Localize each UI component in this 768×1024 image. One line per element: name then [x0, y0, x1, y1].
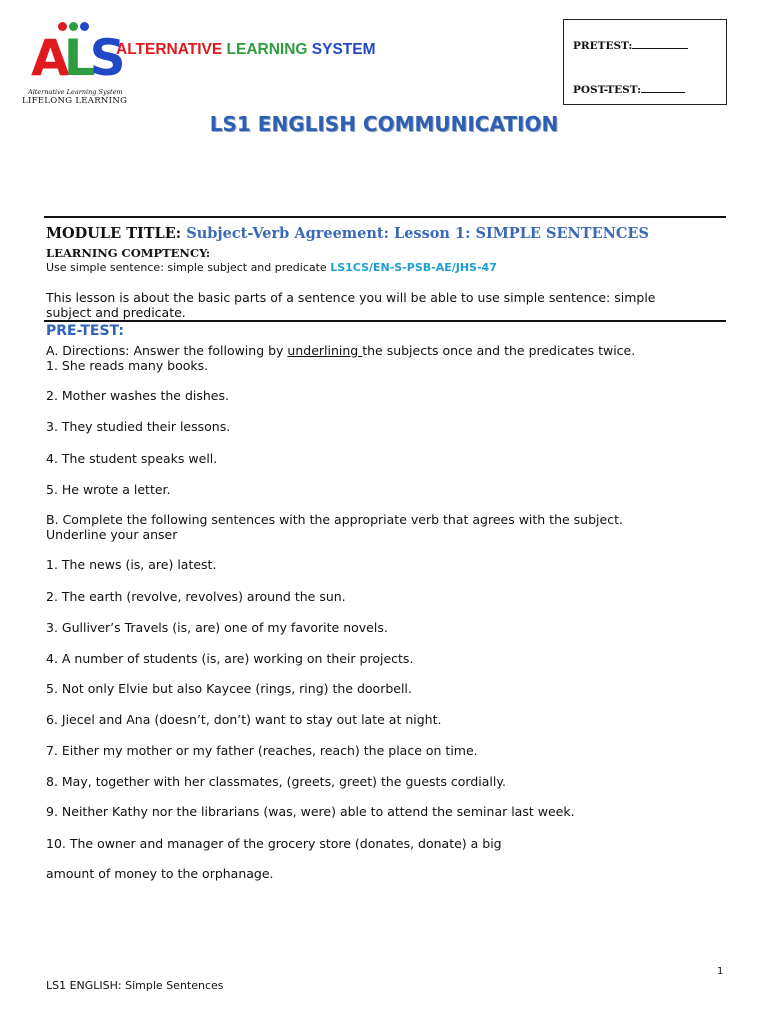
page-number: 1: [717, 966, 724, 977]
test-score-box: [563, 19, 727, 105]
posttest-label: POST-TEST:: [573, 84, 642, 96]
module-top-rule: [44, 216, 726, 218]
part-b-item-continuation: amount of money to the orphanage.: [46, 866, 274, 881]
part-b-item: 6. Jiecel and Ana (doesn’t, don’t) want to stay out late at night.: [46, 712, 442, 727]
part-b-item: 1. The news (is, are) latest.: [46, 557, 217, 572]
part-b-item: 9. Neither Kathy nor the librarians (was, were) able to attend the seminar last week.: [46, 804, 575, 819]
part-b-directions-line-2: Underline your anser: [46, 527, 178, 542]
part-b-item: 3. Gulliver’s Travels (is, are) one of my favorite novels.: [46, 620, 388, 635]
part-b-item: 5. Not only Elvie but also Kaycee (rings, ring) the doorbell.: [46, 681, 412, 696]
organization-name: [116, 41, 376, 59]
part-a-directions-start: A. Directions: Answer the following by: [46, 343, 288, 358]
org-word-learning: LEARNING: [226, 41, 308, 58]
competency-code: LS1CS/EN-S-PSB-AE/JHS-47: [330, 261, 497, 274]
org-word-alternative: ALTERNATIVE: [116, 41, 223, 58]
part-b-item: 7. Either my mother or my father (reaches, reach) the place on time.: [46, 743, 478, 758]
intro-line-2: subject and predicate.: [46, 305, 186, 320]
pretest-blank[interactable]: [632, 38, 688, 49]
part-b-item: 4. A number of students (is, are) working on their projects.: [46, 651, 414, 666]
logo-subtagline: LIFELONG LEARNING: [22, 96, 128, 106]
module-title-value: Subject-Verb Agreement: Lesson 1: SIMPLE SENTENCES: [186, 225, 649, 242]
part-a-item: 2. Mother washes the dishes.: [46, 388, 229, 403]
competency-line: [46, 261, 497, 274]
logo-letters: ALS: [31, 29, 120, 87]
page-footer: LS1 ENGLISH: Simple Sentences: [46, 979, 224, 992]
part-a-item: 3. They studied their lessons.: [46, 419, 231, 434]
part-a-item: 1. She reads many books.: [46, 358, 209, 373]
posttest-blank[interactable]: [641, 82, 685, 93]
logo-tagline: Alternative Learning System: [28, 88, 123, 96]
part-b-item: 2. The earth (revolve, revolves) around the sun.: [46, 589, 346, 604]
pretest-heading: PRE-TEST:: [46, 323, 124, 339]
part-a-item: 4. The student speaks well.: [46, 451, 218, 466]
part-a-directions-underlined: underlining: [287, 343, 363, 358]
pretest-score-line: [573, 38, 688, 52]
part-b-item: 10. The owner and manager of the grocery store (donates, donate) a big: [46, 836, 502, 851]
document-title: LS1 ENGLISH COMMUNICATION: [209, 112, 559, 136]
part-b-item: 8. May, together with her classmates, (greets, greet) the guests cordially.: [46, 774, 506, 789]
competency-label: LEARNING COMPTENCY:: [46, 246, 211, 260]
posttest-score-line: [573, 82, 685, 96]
part-a-item: 5. He wrote a letter.: [46, 482, 171, 497]
pretest-rule: [44, 320, 726, 322]
intro-line-1: This lesson is about the basic parts of a sentence you will be able to use simple sentence: simple: [46, 290, 656, 305]
pretest-label: PRETEST:: [573, 40, 633, 52]
module-title: [46, 225, 649, 242]
part-b-directions-line-1: B. Complete the following sentences with the appropriate verb that agrees with the subject.: [46, 512, 623, 527]
part-a-directions-end: the subjects once and the predicates twice.: [362, 343, 636, 358]
part-a-directions: [46, 343, 635, 358]
org-word-system: SYSTEM: [311, 41, 376, 58]
module-title-label: MODULE TITLE:: [46, 225, 182, 242]
competency-text: Use simple sentence: simple subject and predicate: [46, 261, 327, 274]
als-logo: [22, 22, 128, 108]
